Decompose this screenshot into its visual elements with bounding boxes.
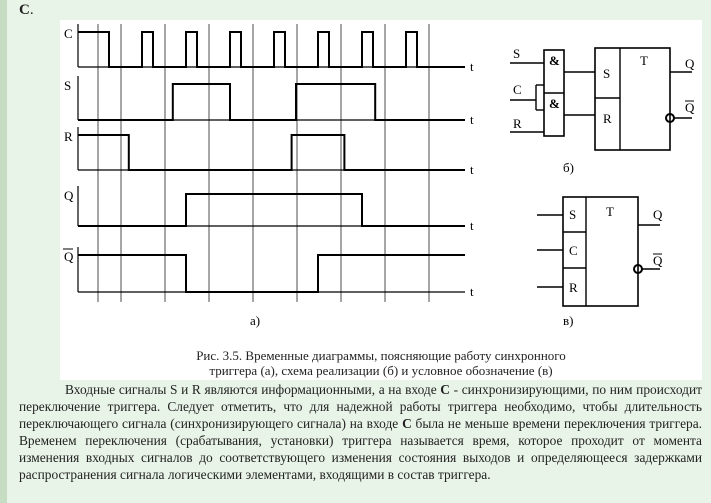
signal-label-c: C — [64, 26, 73, 41]
body-text-part-3: была не меньше времени переключения триггера. Временем переключения (срабатывания, установки) триггера называется время, которое проходит от момента изменения входных сигналов до соответствующего изменения состояния выходов и определяющееся задержками распространения сигнала логическими элементами, входящими в состав триггера. — [19, 416, 702, 482]
caption-line-2: триггера (а), схема реализации (б) и условное обозначение (в) — [209, 363, 553, 378]
waveform-c — [78, 32, 465, 67]
time-axis-label: t — [470, 59, 474, 74]
waveform-qbar — [78, 255, 465, 292]
timing-panel-label: а) — [250, 313, 261, 328]
scheme-c-panel-label: в) — [563, 313, 574, 328]
scheme-b-trigger-label: T — [640, 53, 648, 68]
figure-caption — [60, 348, 702, 378]
scheme-c-input-s: S — [569, 207, 577, 222]
scheme-b-trigger-input-s: S — [603, 66, 611, 81]
signal-label-q: Q — [64, 188, 74, 203]
scheme-c-trigger-label: T — [606, 204, 614, 219]
figure-3-5 — [60, 20, 702, 380]
body-text-part-1: Входные сигналы S и R являются информационными, а на входе — [65, 382, 441, 397]
body-bold-c-2: С — [402, 416, 412, 431]
scheme-b-input-c: C — [513, 82, 522, 97]
time-axis-label: t — [470, 162, 474, 177]
scheme-b-output-q: Q — [685, 56, 695, 71]
time-axis-label: t — [470, 284, 474, 299]
scheme-b-trigger-box — [595, 48, 670, 150]
scheme-b-panel-label: б) — [563, 160, 574, 175]
scheme-c-input-c: C — [569, 243, 578, 258]
scheme-b-gate-label-top: & — [549, 53, 560, 68]
scheme-b-output-qbar: Q — [685, 100, 695, 115]
time-axis-label: t — [470, 218, 474, 233]
scheme-c-output-q: Q — [653, 207, 663, 222]
waveform-r — [78, 135, 465, 170]
scheme-b-gate-label-bottom: & — [549, 96, 560, 111]
body-paragraph — [19, 381, 702, 483]
scheme-c-input-r: R — [569, 280, 578, 295]
waveform-s — [78, 84, 465, 120]
caption-line-1: Рис. 3.5. Временные диаграммы, поясняющие работу синхронного — [196, 348, 566, 363]
scheme-b-input-r: R — [513, 116, 522, 131]
time-axis-label: t — [470, 112, 474, 127]
scheme-b-trigger-input-r: R — [603, 111, 612, 126]
section-letter: С. — [19, 2, 34, 18]
figure-diagrams — [60, 20, 702, 345]
scheme-c-output-qbar: Q — [653, 253, 663, 268]
signal-label-s: S — [64, 78, 72, 93]
waveform-q — [78, 194, 465, 226]
scheme-b-input-s: S — [513, 46, 521, 61]
body-bold-c-1: С — [440, 382, 450, 397]
signal-label-r: R — [64, 129, 73, 144]
signal-label-qbar: Q — [64, 249, 74, 264]
left-accent-bar — [0, 0, 7, 503]
body-text-part-2: - синхронизирующими, по ним происходит переключение триггера. Следует отметить, что для надежной работы триггера необходимо, чтобы длительность переключающего сигнала (синхронизирующего сигнала) на входе — [19, 382, 702, 431]
